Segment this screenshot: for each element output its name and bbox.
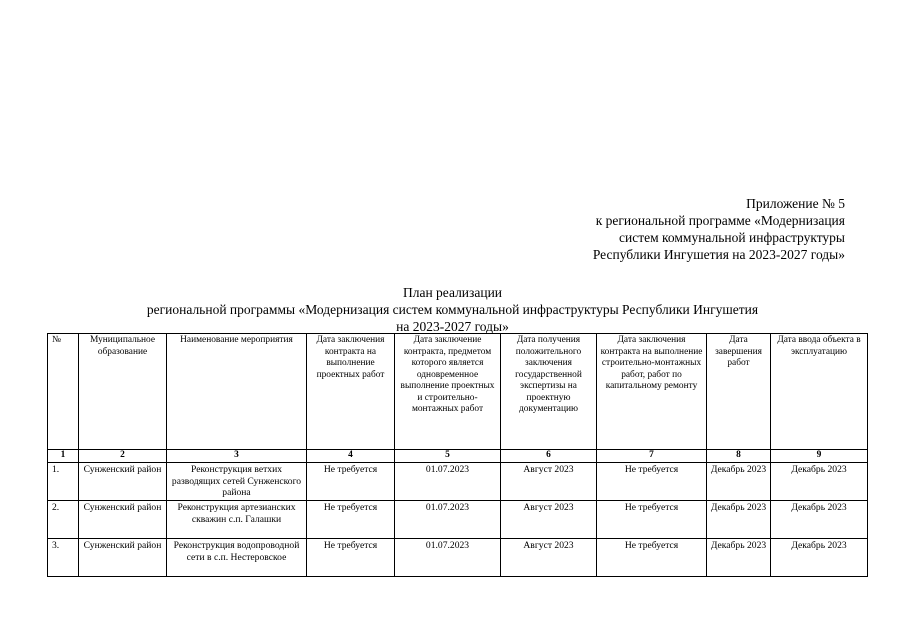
expertise-date-cell: Август 2023	[501, 463, 597, 501]
column-number-cell: 8	[707, 450, 771, 463]
appendix-line: систем коммунальной инфраструктуры	[618, 230, 845, 245]
header-cell: Наименование мероприятия	[167, 334, 307, 450]
combined-contract-date-cell: 01.07.2023	[395, 539, 501, 577]
appendix-line: Республики Ингушетия на 2023-2027 годы»	[592, 247, 845, 262]
combined-contract-date-cell: 01.07.2023	[395, 501, 501, 539]
appendix-header	[593, 195, 845, 263]
design-contract-date-cell: Не требуется	[307, 501, 395, 539]
appendix-line: Приложение № 5	[746, 196, 845, 211]
activity-name-cell: Реконструкция водопроводной сети в с.п. Нестеровское	[167, 539, 307, 577]
header-cell: №	[48, 334, 79, 450]
implementation-plan-table	[47, 333, 868, 577]
column-number-cell: 2	[79, 450, 167, 463]
construction-contract-date-cell: Не требуется	[597, 501, 707, 539]
completion-date-cell: Декабрь 2023	[707, 501, 771, 539]
municipality-cell: Сунженский район	[79, 539, 167, 577]
design-contract-date-cell: Не требуется	[307, 539, 395, 577]
activity-name-cell: Реконструкция ветхих разводящих сетей Сунженского района	[167, 463, 307, 501]
municipality-cell: Сунженский район	[79, 463, 167, 501]
table-row	[48, 539, 868, 577]
header-cell: Дата получения положительного заключения государственной экспертизы на проектную документацию	[501, 334, 597, 450]
table-header-row	[48, 334, 868, 450]
commissioning-date-cell: Декабрь 2023	[771, 501, 868, 539]
commissioning-date-cell: Декабрь 2023	[771, 539, 868, 577]
header-cell: Дата завершения работ	[707, 334, 771, 450]
expertise-date-cell: Август 2023	[501, 539, 597, 577]
column-number-cell: 9	[771, 450, 868, 463]
activity-name-cell: Реконструкция артезианских скважин с.п. Галашки	[167, 501, 307, 539]
column-number-cell: 7	[597, 450, 707, 463]
design-contract-date-cell: Не требуется	[307, 463, 395, 501]
plan-title-line: на 2023-2027 годы»	[396, 319, 509, 334]
row-number-cell: 3.	[48, 539, 79, 577]
table-row	[48, 501, 868, 539]
column-number-cell: 4	[307, 450, 395, 463]
header-cell: Дата заключение контракта, предметом которого является одновременное выполнение проектных и строительно-монтажных работ	[395, 334, 501, 450]
municipality-cell: Сунженский район	[79, 501, 167, 539]
column-number-row	[48, 450, 868, 463]
completion-date-cell: Декабрь 2023	[707, 463, 771, 501]
plan-title-line: План реализации	[402, 285, 503, 300]
row-number-cell: 1.	[48, 463, 79, 501]
column-number-cell: 3	[167, 450, 307, 463]
appendix-line: к региональной программе «Модернизация	[595, 213, 845, 228]
combined-contract-date-cell: 01.07.2023	[395, 463, 501, 501]
header-cell: Дата ввода объекта в эксплуатацию	[771, 334, 868, 450]
construction-contract-date-cell: Не требуется	[597, 539, 707, 577]
plan-title	[0, 284, 905, 335]
column-number-cell: 6	[501, 450, 597, 463]
row-number-cell: 2.	[48, 501, 79, 539]
header-cell: Дата заключения контракта на выполнение строительно-монтажных работ, работ по капитальному ремонту	[597, 334, 707, 450]
completion-date-cell: Декабрь 2023	[707, 539, 771, 577]
commissioning-date-cell: Декабрь 2023	[771, 463, 868, 501]
construction-contract-date-cell: Не требуется	[597, 463, 707, 501]
column-number-cell: 5	[395, 450, 501, 463]
header-cell: Дата заключения контракта на выполнение проектных работ	[307, 334, 395, 450]
expertise-date-cell: Август 2023	[501, 501, 597, 539]
column-number-cell: 1	[48, 450, 79, 463]
plan-title-line: региональной программы «Модернизация систем коммунальной инфраструктуры Республики Ингушетия	[146, 302, 759, 317]
table-row	[48, 463, 868, 501]
header-cell: Муниципальное образование	[79, 334, 167, 450]
